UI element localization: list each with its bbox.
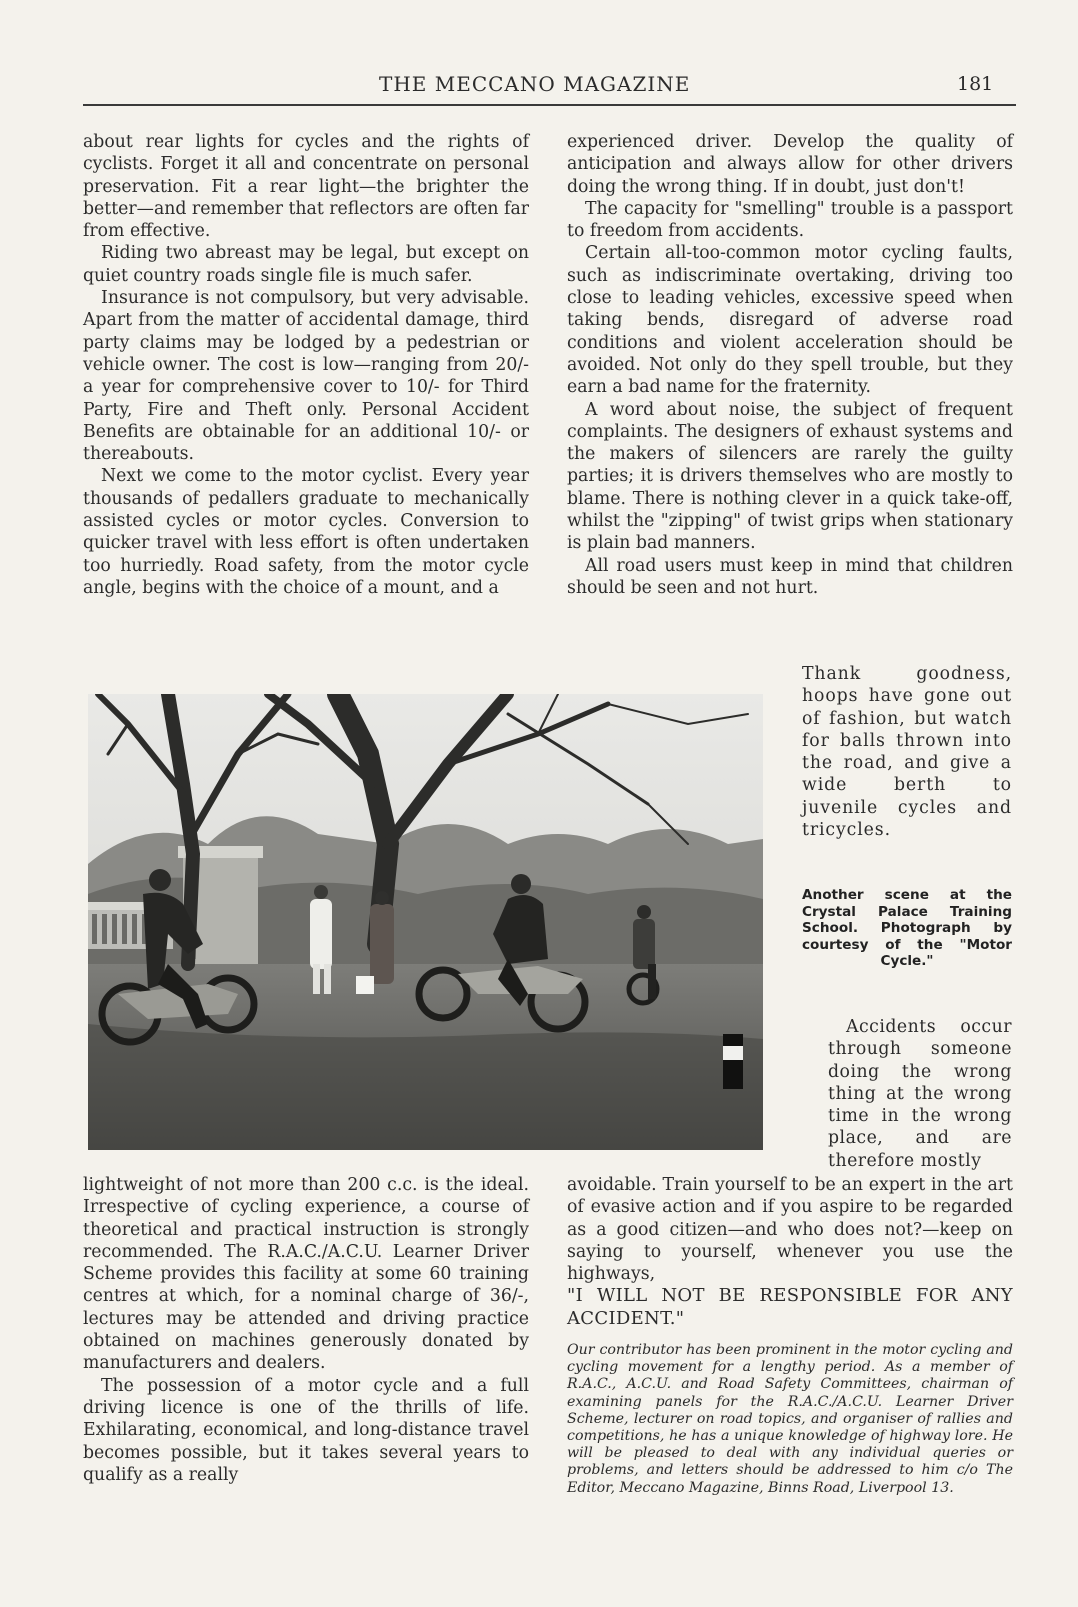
column-left-bottom <box>83 1174 529 1486</box>
column-right-top <box>567 131 1013 599</box>
paragraph: Thank goodness, hoops have gone out of fashion, but watch for balls thrown into the road, and give a wide berth to juvenile cycles and tricycles. <box>802 664 1012 841</box>
paragraph: Certain all-too-common motor cycling faults, such as indiscriminate overtaking, driving too close to leading vehicles, excessive speed when taking bends, disregard of adverse road conditions and violent acceleration should be avoided. Not only do they spell trouble, but they earn a bad name for the fraternity. <box>567 243 1013 398</box>
paragraph: The possession of a motor cycle and a full driving licence is one of the thrills of life. Exhilarating, economical, and long-distance travel becomes possible, but it takes several years to qualify as a really <box>83 1375 529 1485</box>
paragraph: All road users must keep in mind that children should be seen and not hurt. <box>567 555 1013 598</box>
training-school-photo <box>88 694 763 1150</box>
paragraph: A word about noise, the subject of frequent complaints. The designers of exhaust systems and the makers of silencers are rarely the guilty parties; it is drivers themselves who are mostly to blame. There is nothing clever in a quick take-off, whilst the "zipping" of twist grips when stationary is plain bad manners. <box>567 399 1013 554</box>
paragraph: lightweight of not more than 200 c.c. is the ideal. Irrespective of cycling experience, a course of theoretical and practical instruction is strongly recommended. The R.A.C./A.C.U. Learner Driver Scheme provides this facility at some 60 training centres at which, for a nominal charge of 36/-, lectures may be attended and driving practice obtained on machines generously donated by manufacturers and dealers. <box>83 1175 529 1374</box>
running-title: THE MECCANO MAGAZINE <box>379 72 691 96</box>
column-right-narrow <box>802 663 1012 841</box>
paragraph: about rear lights for cycles and the rights of cyclists. Forget it all and concentrate on personal preservation. Fit a rear light—the brighter the better—and remember that reflectors are often far from effective. <box>83 132 530 242</box>
paragraph: Next we come to the motor cyclist. Every year thousands of pedallers graduate to mechanically assisted cycles or motor cycles. Conversion to quicker travel with less effort is often undertaken too hurriedly. Road safety, from the motor cycle angle, begins with the choice of a mount, and a <box>83 466 529 598</box>
paragraph: experienced driver. Develop the quality of anticipation and always allow for other drivers doing the wrong thing. If in doubt, just don't! <box>567 132 1013 197</box>
paragraph: avoidable. Train yourself to be an expert in the art of evasive action and if you aspire to be regarded as a good citizen—and who does not?—keep on saying to yourself, whenever you use the highways, <box>567 1175 1013 1285</box>
column-right-bottom <box>567 1174 1013 1330</box>
paragraph: Accidents occur through someone doing the wrong thing at the wrong time in the wrong place, and are therefore mostly <box>828 1017 1012 1171</box>
column-left-top <box>83 131 529 599</box>
paragraph: Riding two abreast may be legal, but except on quiet country roads single file is much safer. <box>83 243 529 286</box>
paragraph: The capacity for "smelling" trouble is a passport to freedom from accidents. <box>567 198 1013 242</box>
page-number: 181 <box>957 73 994 95</box>
photo-caption: Another scene at the Crystal Palace Training School. Photograph by courtesy of the "Motor Cycle." <box>802 887 1012 969</box>
column-right-narrow-2 <box>828 1016 1012 1172</box>
header-rule <box>83 104 1016 106</box>
slogan: "I WILL NOT BE RESPONSIBLE FOR ANY ACCIDENT." <box>567 1285 1013 1329</box>
contributor-bio: Our contributor has been prominent in the motor cycling and cycling movement for a lengthy period. As a member of R.A.C., A.C.U. and Road Safety Committees, chairman of examining panels for the R.A.C./A.C.U. Learner Driver Scheme, lecturer on road topics, and organiser of rallies and competitions, he has a unique knowledge of highway lore. He will be pleased to deal with any individual queries or problems, and letters should be addressed to him c/o The Editor, Meccano Magazine, Binns Road, Liverpool 13. <box>567 1342 1013 1496</box>
paragraph: Insurance is not compulsory, but very advisable. Apart from the matter of accidental damage, third party claims may be lodged by a pedestrian or vehicle owner. The cost is low—ranging from 20/- a year for comprehensive cover to 10/- for Third Party, Fire and Theft only. Personal Accident Benefits are obtainable for an additional 10/- or thereabouts. <box>83 288 529 465</box>
